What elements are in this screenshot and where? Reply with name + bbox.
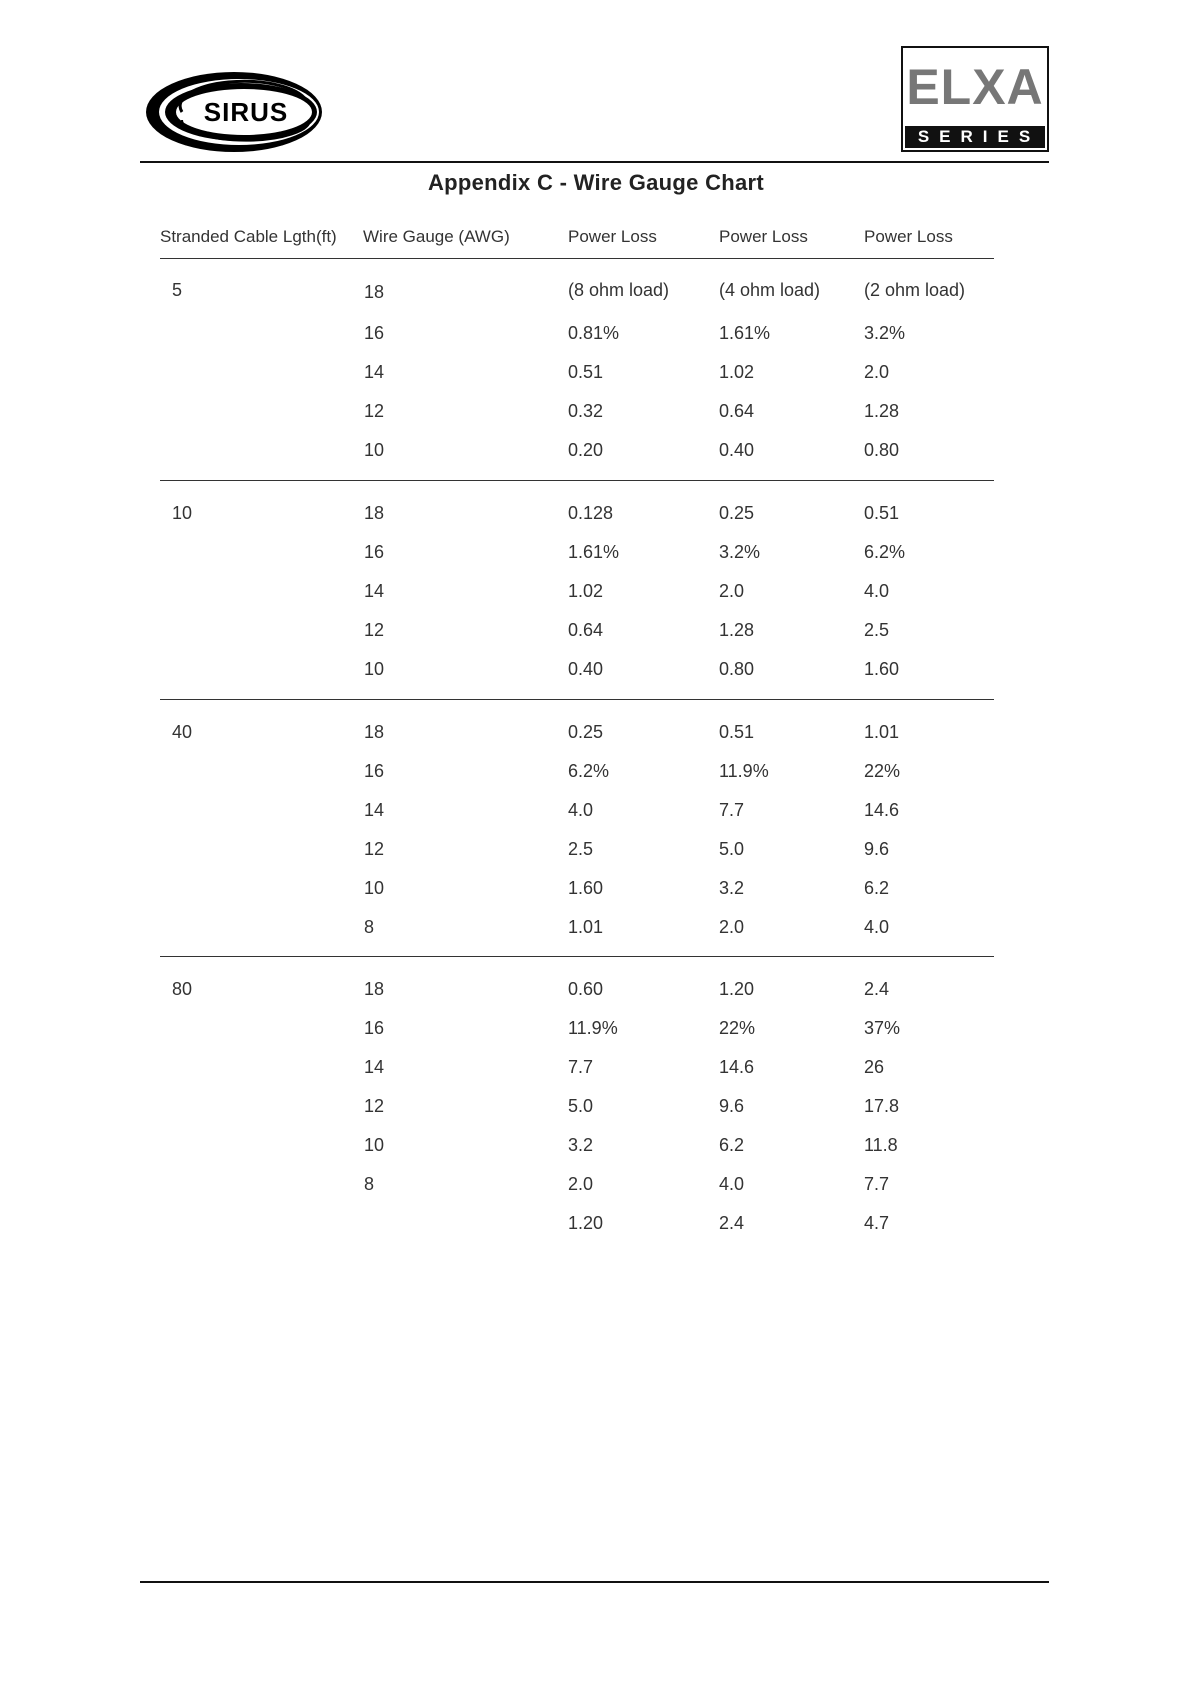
- sirus-logo-text: SIRUS: [203, 97, 289, 127]
- power-loss-cell: 17.8: [864, 1096, 900, 1116]
- power-loss-cell: 3.2: [568, 1135, 594, 1155]
- gauge-cell: 14: [364, 1057, 385, 1077]
- power-loss-cell: 9.6: [864, 839, 890, 859]
- power-loss-cell: 1.02: [719, 362, 755, 382]
- power-loss-cell: 0.40: [568, 659, 604, 679]
- power-loss-cell: 4.0: [568, 800, 594, 820]
- power-loss-cell: 11.9%: [568, 1018, 618, 1038]
- power-loss-cell: 0.20: [568, 440, 604, 460]
- power-loss-cell: 1.28: [864, 401, 900, 421]
- column-header-power-loss-8ohm: Power Loss: [568, 227, 657, 246]
- header-divider: [140, 161, 1049, 163]
- power-loss-cell: 1.61%: [719, 323, 771, 343]
- sirus-logo: [144, 70, 324, 154]
- power-loss-cell: 22%: [719, 1018, 756, 1038]
- power-loss-cell: 9.6: [719, 1096, 745, 1116]
- power-loss-cell: 0.60: [568, 979, 604, 999]
- power-loss-cell: 37%: [864, 1018, 901, 1038]
- elxa-logo-text: ELXA: [906, 59, 1044, 115]
- gauge-cell: 16: [364, 761, 385, 781]
- gauge-cell: 10: [364, 878, 385, 898]
- gauge-cell: 12: [364, 839, 385, 859]
- footer-divider: [140, 1581, 1049, 1583]
- power-loss-cell: 2.4: [864, 979, 890, 999]
- gauge-cell: 10: [364, 659, 385, 679]
- gauge-cell: 12: [364, 401, 385, 421]
- power-loss-cell: 0.81%: [568, 323, 620, 343]
- power-loss-cell: (2 ohm load): [864, 280, 966, 300]
- power-loss-cell: 3.2%: [719, 542, 761, 562]
- power-loss-cell: 11.9%: [719, 761, 769, 781]
- power-loss-cell: 6.2: [719, 1135, 745, 1155]
- power-loss-cell: 3.2: [719, 878, 745, 898]
- group-divider: [160, 956, 994, 957]
- power-loss-cell: 1.61%: [568, 542, 620, 562]
- gauge-cell: 12: [364, 1096, 385, 1116]
- power-loss-cell: 14.6: [719, 1057, 755, 1077]
- power-loss-cell: 6.2%: [568, 761, 610, 781]
- power-loss-cell: 1.28: [719, 620, 755, 640]
- power-loss-cell: 1.02: [568, 581, 604, 601]
- column-header-length: Stranded Cable Lgth(ft): [160, 227, 337, 246]
- gauge-cell: 16: [364, 542, 385, 562]
- power-loss-cell: 26: [864, 1057, 885, 1077]
- gauge-cell: 8: [364, 1174, 375, 1194]
- column-header-power-loss-2ohm: Power Loss: [864, 227, 953, 246]
- gauge-cell: 18: [364, 282, 385, 302]
- cable-length-cell: 80: [172, 979, 193, 999]
- table-header-rule: [160, 258, 994, 259]
- elxa-series-logo: [901, 46, 1049, 152]
- power-loss-cell: 4.0: [864, 917, 890, 937]
- power-loss-cell: (4 ohm load): [719, 280, 821, 300]
- gauge-cell: 14: [364, 362, 385, 382]
- power-loss-cell: 4.0: [719, 1174, 745, 1194]
- power-loss-cell: 7.7: [864, 1174, 890, 1194]
- power-loss-cell: 1.20: [568, 1213, 604, 1233]
- power-loss-cell: 0.128: [568, 503, 614, 523]
- power-loss-cell: 11.8: [864, 1135, 898, 1155]
- power-loss-cell: 0.32: [568, 401, 604, 421]
- power-loss-cell: 22%: [864, 761, 901, 781]
- power-loss-cell: 0.51: [864, 503, 900, 523]
- power-loss-cell: 3.2%: [864, 323, 906, 343]
- cable-length-cell: 40: [172, 722, 193, 742]
- power-loss-cell: 0.51: [568, 362, 604, 382]
- gauge-cell: 14: [364, 800, 385, 820]
- gauge-cell: 16: [364, 1018, 385, 1038]
- power-loss-cell: 1.20: [719, 979, 755, 999]
- gauge-cell: 8: [364, 917, 375, 937]
- power-loss-cell: 14.6: [864, 800, 900, 820]
- power-loss-cell: 0.51: [719, 722, 755, 742]
- page-title: Appendix C - Wire Gauge Chart: [427, 170, 765, 195]
- power-loss-cell: 2.0: [864, 362, 890, 382]
- gauge-cell: 16: [364, 323, 385, 343]
- gauge-cell: 18: [364, 979, 385, 999]
- power-loss-cell: 0.64: [719, 401, 755, 421]
- sirus-logo-graphic: [144, 70, 324, 154]
- power-loss-cell: 0.64: [568, 620, 604, 640]
- power-loss-cell: 2.0: [719, 917, 745, 937]
- power-loss-cell: 2.5: [864, 620, 890, 640]
- power-loss-cell: 0.80: [719, 659, 755, 679]
- power-loss-cell: 1.01: [568, 917, 604, 937]
- power-loss-cell: 1.01: [864, 722, 900, 742]
- power-loss-cell: 2.0: [568, 1174, 594, 1194]
- series-logo-text: SERIES: [905, 126, 1045, 148]
- power-loss-cell: 2.0: [719, 581, 745, 601]
- power-loss-cell: 2.5: [568, 839, 594, 859]
- power-loss-cell: 1.60: [864, 659, 900, 679]
- gauge-cell: 18: [364, 722, 385, 742]
- group-divider: [160, 699, 994, 700]
- power-loss-cell: 2.4: [719, 1213, 745, 1233]
- power-loss-cell: 0.25: [719, 503, 755, 523]
- gauge-cell: 18: [364, 503, 385, 523]
- gauge-cell: 10: [364, 1135, 385, 1155]
- power-loss-cell: 4.0: [864, 581, 890, 601]
- power-loss-cell: 7.7: [568, 1057, 594, 1077]
- group-divider: [160, 480, 994, 481]
- power-loss-cell: 0.80: [864, 440, 900, 460]
- cable-length-cell: 5: [172, 280, 183, 300]
- gauge-cell: 12: [364, 620, 385, 640]
- cable-length-cell: 10: [172, 503, 193, 523]
- power-loss-cell: 6.2%: [864, 542, 906, 562]
- power-loss-cell: 6.2: [864, 878, 890, 898]
- power-loss-cell: 0.40: [719, 440, 755, 460]
- column-header-gauge: Wire Gauge (AWG): [363, 227, 510, 246]
- power-loss-cell: 7.7: [719, 800, 745, 820]
- power-loss-cell: 5.0: [719, 839, 745, 859]
- power-loss-cell: 1.60: [568, 878, 604, 898]
- power-loss-cell: 4.7: [864, 1213, 890, 1233]
- power-loss-cell: 0.25: [568, 722, 604, 742]
- power-loss-cell: 5.0: [568, 1096, 594, 1116]
- column-header-power-loss-4ohm: Power Loss: [719, 227, 808, 246]
- power-loss-cell: (8 ohm load): [568, 280, 670, 300]
- gauge-cell: 10: [364, 440, 385, 460]
- gauge-cell: 14: [364, 581, 385, 601]
